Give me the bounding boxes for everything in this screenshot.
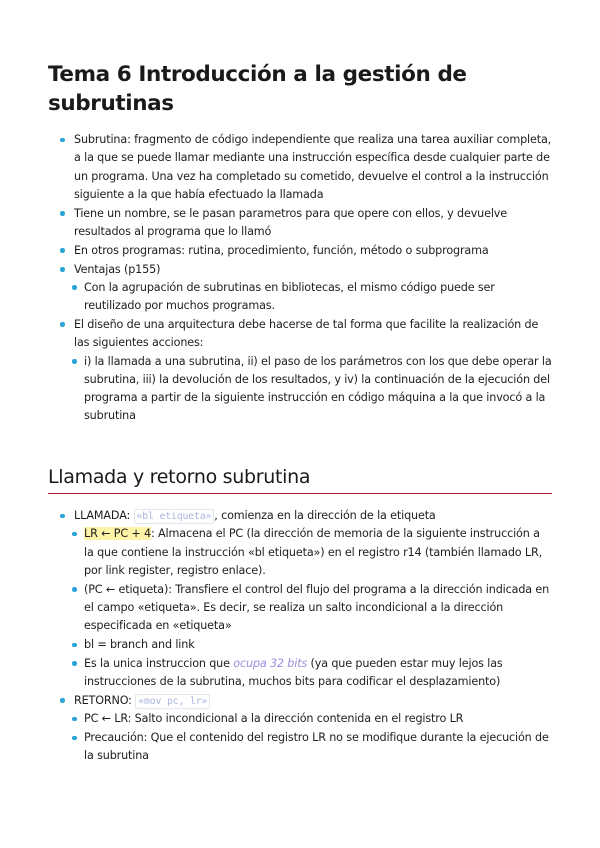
bullet-icon bbox=[72, 587, 77, 592]
list-item bbox=[60, 261, 552, 316]
bullet-icon bbox=[60, 514, 65, 519]
list-item bbox=[60, 205, 552, 242]
sub-list-item bbox=[60, 729, 552, 766]
sub-list-item bbox=[60, 279, 552, 316]
bullet-icon bbox=[60, 698, 65, 703]
retorno-label: RETORNO: bbox=[74, 693, 136, 707]
page-title: Tema 6 Introducción a la gestión de subrutinas bbox=[48, 62, 467, 116]
bullet-icon bbox=[60, 322, 65, 327]
sub-list bbox=[74, 710, 552, 765]
sub-list-item bbox=[60, 353, 552, 426]
item-text: Tiene un nombre, se le pasan parametros para que opere con ellos, y devuelve resultados al programa que lo llamó bbox=[74, 206, 508, 238]
sub-list bbox=[74, 353, 552, 426]
item-text: Precaución: Que el contenido del registro LR no se modifique durante la ejecución de la subrutina bbox=[84, 731, 549, 763]
item-text: i) la llamada a una subrutina, ii) el paso de los parámetros con los que debe operar la subrutina, iii) la devolución de los resultados, y iv) la continuación de la ejecución del programa a partir de la siguiente instrucción en código máquina a la que invocó a la subrutina bbox=[84, 354, 552, 423]
bullet-icon bbox=[60, 211, 65, 216]
item-text: Es la unica instruccion que bbox=[84, 656, 234, 670]
bullet-icon bbox=[72, 661, 77, 666]
bullet-icon bbox=[72, 643, 77, 648]
item-text: PC ← LR: Salto incondicional a la dirección contenida en el registro LR bbox=[84, 712, 464, 726]
emphasis-text: ocupa 32 bits bbox=[233, 656, 308, 670]
bullet-icon bbox=[72, 285, 77, 290]
inline-code: «bl etiqueta» bbox=[134, 509, 215, 524]
bullet-icon bbox=[60, 248, 65, 253]
inline-code: «mov pc, lr» bbox=[135, 694, 210, 709]
bullet-icon bbox=[72, 532, 77, 537]
sub-list-item bbox=[60, 581, 552, 636]
item-text: (ya que pueden estar muy lejos las instrucciones de la subrutina, muchos bits para codificar el desplazamiento) bbox=[84, 656, 503, 689]
sub-list-item bbox=[60, 525, 552, 580]
sub-list-item bbox=[60, 710, 552, 728]
item-text: Ventajas (p155) bbox=[74, 262, 161, 276]
llamada-text: , comienza en la dirección de la etiqueta bbox=[214, 509, 436, 522]
list-item bbox=[60, 242, 552, 260]
call-return-list bbox=[60, 507, 552, 766]
sub-list bbox=[74, 525, 552, 691]
list-item bbox=[60, 131, 552, 204]
item-text: En otros programas: rutina, procedimiento, función, método o subprograma bbox=[74, 243, 489, 257]
bullet-icon bbox=[60, 138, 65, 143]
item-text: (PC ← etiqueta): Transfiere el control del flujo del programa a la dirección indicada en el campo «etiqueta». Es decir, se realiza un salto incondicional a la dirección especificada en «etiqueta» bbox=[84, 582, 550, 633]
item-text: : Almacena el PC (la dirección de memoria de la siguiente instrucción a la que contiene la instrucción «bl etiqueta») en el registro r14 (también llamado LR, por link register, registro enlace). bbox=[84, 527, 543, 577]
sub-list-item bbox=[60, 655, 552, 692]
item-text: El diseño de una arquitectura debe hacerse de tal forma que facilite la realización de las siguientes acciones: bbox=[74, 317, 539, 350]
item-text: Subrutina: fragmento de código independiente que realiza una tarea auxiliar completa, a la que se puede llamar mediante una instrucción específica desde cualquier parte de un programa. Una vez ha completado su cometido, devuelve el control a la instrucción siguiente a la que había efectuado la llamada bbox=[74, 133, 552, 201]
llamada-label: LLAMADA: bbox=[74, 509, 134, 522]
sub-list bbox=[74, 279, 552, 316]
bullet-icon bbox=[72, 717, 77, 722]
list-item bbox=[60, 316, 552, 426]
list-item-llamada bbox=[60, 507, 552, 691]
section-heading: Llamada y retorno subrutina bbox=[48, 464, 552, 494]
item-text: Con la agrupación de subrutinas en bibliotecas, el mismo código puede ser reutilizado por muchos programas. bbox=[84, 280, 495, 313]
list-item-retorno bbox=[60, 692, 552, 766]
sub-list-item bbox=[60, 636, 552, 654]
item-text: bl = branch and link bbox=[84, 638, 195, 652]
highlighted-text: LR ← PC + 4 bbox=[84, 527, 152, 541]
intro-list bbox=[60, 131, 552, 426]
bullet-icon bbox=[72, 736, 77, 741]
bullet-icon bbox=[60, 267, 65, 272]
bullet-icon bbox=[72, 359, 77, 364]
